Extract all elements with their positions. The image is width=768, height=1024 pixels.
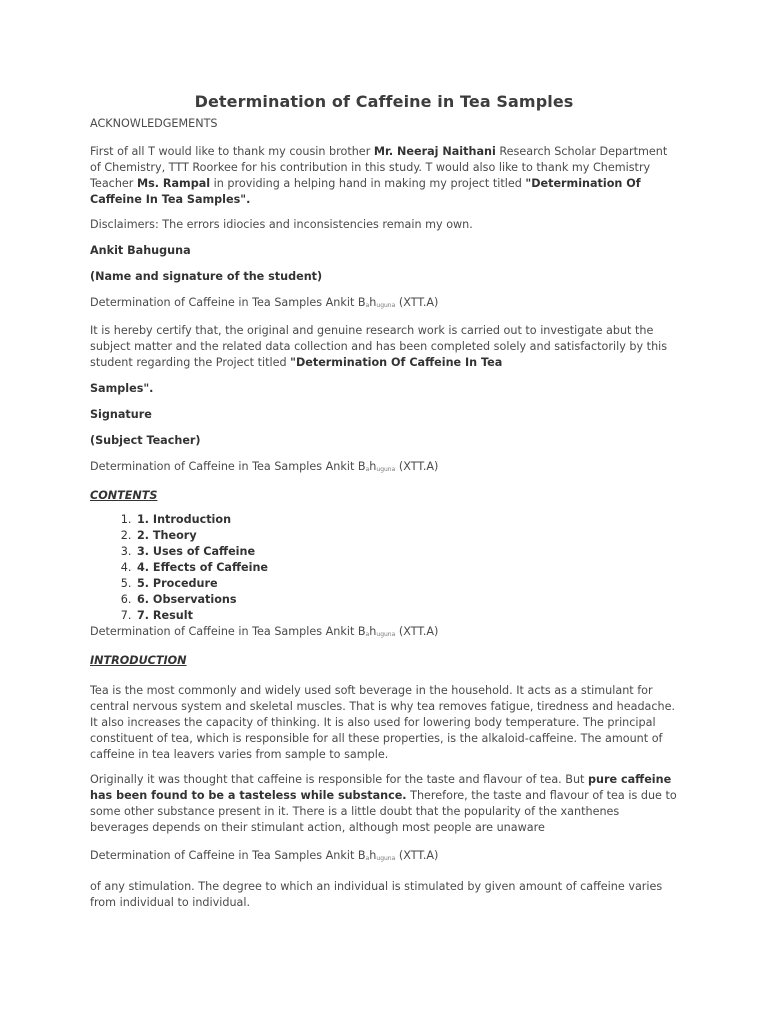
running-header	[90, 295, 680, 314]
rh-sub-1: a	[365, 466, 370, 473]
rh-prefix: Determination of Caffeine in Tea Samples Ankit B	[90, 625, 366, 638]
intro-paragraph-2	[90, 772, 680, 836]
rh-prefix: Determination of Caffeine in Tea Samples Ankit B	[90, 296, 366, 309]
intro-p2-bold: pure caffeine has been found to be a tasteless while substance.	[90, 773, 672, 802]
rh-sub-1: a	[365, 631, 370, 638]
rh-mid: h	[369, 296, 377, 309]
ack-text-1: First of all T would like to thank my cousin brother	[90, 145, 374, 158]
rh-suffix: (XTT.A)	[395, 625, 439, 638]
contents-item[interactable]: 7. 7. Result	[135, 608, 680, 624]
rh-sub-2: uguna	[376, 631, 396, 638]
contents-item[interactable]: 1. 1. Introduction	[135, 512, 680, 528]
acknowledgement-paragraph	[90, 144, 680, 208]
rh-sub-1: a	[365, 302, 370, 309]
ack-project-title: "Determination Of Caffeine In Tea Samples".	[90, 177, 641, 206]
certificate-project-title: "Determination Of Caffeine In Tea	[290, 356, 503, 369]
student-name: Ankit Bahuguna	[90, 244, 191, 257]
rh-suffix: (XTT.A)	[395, 296, 439, 309]
ack-text-3: in providing a helping hand in making my project titled	[210, 177, 526, 190]
contents-item[interactable]: 2. 2. Theory	[135, 528, 680, 544]
introduction-heading-line	[90, 653, 680, 669]
intro-paragraph-1: Tea is the most commonly and widely used soft beverage in the household. It acts as a stimulant for central nervous system and skeletal muscles. That is why tea removes fatigue, tiredness and headache. It also increases the capacity of thinking. It is also used for lowering body temperature. The principal constituent of tea, which is responsible for all these properties, is the alkaloid-caffeine. The amount of caffeine in tea leavers varies from sample to sample.	[90, 684, 676, 761]
student-sig-line	[90, 269, 680, 285]
running-header	[90, 624, 680, 643]
teacher-line	[90, 433, 680, 449]
running-header	[90, 848, 680, 867]
document-title: Determination of Caffeine in Tea Samples	[194, 92, 574, 111]
contents-item[interactable]: 6. 6. Observations	[135, 592, 680, 608]
contents-item[interactable]: 4. 4. Effects of Caffeine	[135, 560, 680, 576]
contents-list	[90, 512, 680, 624]
ack-name-teacher: Ms. Rampal	[136, 177, 211, 190]
document-page	[90, 92, 680, 911]
intro-p2-text-a: Originally it was thought that caffeine is responsible for the taste and flavour of tea. But	[90, 773, 588, 786]
teacher-label: (Subject Teacher)	[90, 434, 201, 447]
disclaimer: Disclaimers: The errors idiocies and inconsistencies remain my own.	[90, 218, 473, 231]
rh-suffix: (XTT.A)	[395, 849, 439, 862]
intro-p2-text-b: Therefore, the taste and flavour of tea is due to some other substance present in it. There is a little doubt that the popularity of the xanthenes beverages depends on their stimulant action, although most people are unaware	[90, 789, 677, 834]
rh-sub-2: uguna	[376, 302, 396, 309]
rh-prefix: Determination of Caffeine in Tea Samples Ankit B	[90, 460, 366, 473]
student-signature-label: (Name and signature of the student)	[90, 270, 323, 283]
introduction-heading[interactable]: INTRODUCTION	[90, 654, 187, 667]
rh-sub-1: a	[365, 855, 370, 862]
intro-paragraph-3: of any stimulation. The degree to which an individual is stimulated by given amount of caffeine varies from individual to individual.	[90, 880, 663, 909]
rh-suffix: (XTT.A)	[395, 460, 439, 473]
rh-sub-2: uguna	[376, 855, 396, 862]
rh-sub-2: uguna	[376, 466, 396, 473]
ack-name-cousin: Mr. Neeraj Naithani	[373, 145, 496, 158]
contents-heading-line	[90, 488, 680, 504]
certificate-project-end-line	[90, 381, 680, 397]
contents-item[interactable]: 5. 5. Procedure	[135, 576, 680, 592]
rh-mid: h	[369, 460, 377, 473]
certificate-paragraph	[90, 323, 680, 371]
signature-line	[90, 407, 680, 423]
running-header	[90, 459, 680, 478]
signature-label: Signature	[90, 408, 152, 421]
acknowledgements-heading: ACKNOWLEDGEMENTS	[90, 117, 218, 130]
rh-prefix: Determination of Caffeine in Tea Samples Ankit B	[90, 849, 366, 862]
certificate-project-title-end: Samples".	[90, 382, 154, 395]
ack-text-2: Research Scholar Department of Chemistry, TTT Roorkee for his contribution in this study. T would also like to thank my Chemistry Teacher	[90, 145, 668, 190]
rh-mid: h	[369, 625, 377, 638]
rh-mid: h	[369, 849, 377, 862]
contents-heading[interactable]: CONTENTS	[90, 489, 158, 502]
student-name-line	[90, 243, 680, 259]
contents-item[interactable]: 3. 3. Uses of Caffeine	[135, 544, 680, 560]
certificate-text: It is hereby certify that, the original and genuine research work is carried out to investigate abut the subject matter and the related data collection and has been completed solely and satisfactorily by this student regarding the Project titled	[90, 324, 668, 369]
